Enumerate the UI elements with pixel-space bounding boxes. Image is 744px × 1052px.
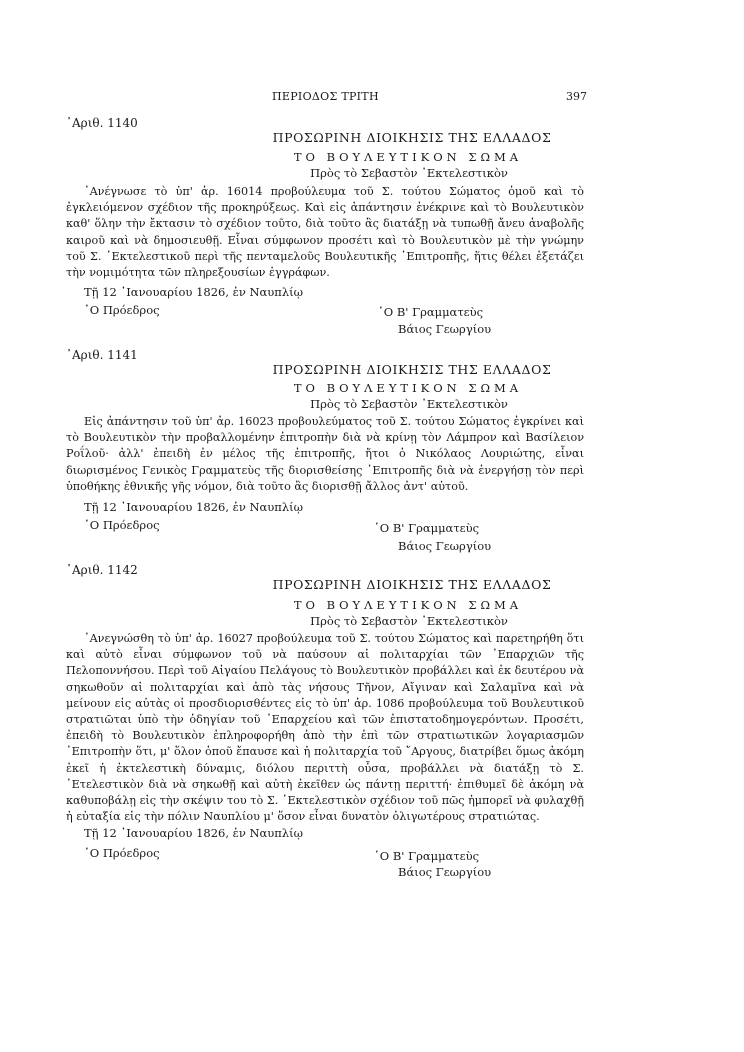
body-title: ΤΟ ΒΟΥΛΕΥΤΙΚΟΝ ΣΩΜΑ [293,381,523,395]
addressee: Πρὸς τὸ Σεβαστὸν ᾿Εκτελεστικὸν [310,397,508,411]
president-signature: ῾Ο Πρόεδρος [84,518,160,532]
body-title: ΤΟ ΒΟΥΛΕΥΤΙΚΟΝ ΣΩΜΑ [293,150,523,164]
issuing-authority: ΠΡΟΣΩΡΙΝΗ ΔΙΟΙΚΗΣΙΣ ΤΗΣ ΕΛΛΑΔΟΣ [272,130,552,145]
date-line: Τῇ 12 ᾿Ιανουαρίου 1826, ἐν Ναυπλίῳ [84,826,304,840]
president-signature: ῾Ο Πρόεδρος [84,303,160,317]
decree-number: ᾿Αριθ. 1142 [66,563,138,577]
decree-text: Εἰς ἀπάντησιν τοῦ ὑπ' ἀρ. 16023 προβουλεύματος τοῦ Σ. τούτου Σώματος ἐγκρίνει καὶ τὸ Βουλευτικὸν τὴν προβαλλομένην ἐπιτροπὴν διὰ νὰ κρίνῃ τὸν Λάμπρον καὶ Βασίλειον Ροΐλοῦ· ἀλλ' ἐπειδὴ ἐν μέλος τῆς ἐπιτροπῆς, ἤτοι ὁ Νικόλαος Λουριώτης, εἶναι διωρισμένος Γενικὸς Γραμματεὺς τῆς διορισθείσης ᾿Επιτροπῆς διὰ νὰ ἐνεργήσῃ τὸν περὶ ὑποθήκης ἐθνικῆς γῆς νόμον, διὰ τοῦτο ἂς διορισθῇ ἄλλος ἀντ' αὐτοῦ. [66,415,584,493]
secretary-title: ῾Ο Β' Γραμματεὺς [378,305,484,319]
page-header [0,90,744,108]
secretary-title: ῾Ο Β' Γραμματεὺς [374,521,480,535]
secretary-name: Βάιος Γεωργίου [398,865,492,879]
body-title: ΤΟ ΒΟΥΛΕΥΤΙΚΟΝ ΣΩΜΑ [293,598,523,612]
secretary-name: Βάιος Γεωργίου [398,322,492,336]
secretary-name: Βάιος Γεωργίου [398,539,492,553]
issuing-authority: ΠΡΟΣΩΡΙΝΗ ΔΙΟΙΚΗΣΙΣ ΤΗΣ ΕΛΛΑΔΟΣ [272,362,552,377]
date-line: Τῇ 12 ᾿Ιανουαρίου 1826, ἐν Ναυπλίῳ [84,285,304,299]
decree-text: ᾿Ανέγνωσε τὸ ὑπ' ἀρ. 16014 προβούλευμα τοῦ Σ. τούτου Σώματος ὁμοῦ καὶ τὸ ἐγκλειόμενον σχέδιον τῆς προκηρύξεως. Καὶ εἰς ἀπάντησιν ἐνέκρινε καὶ τὸ Βουλευτικὸν καθ' ὅλην τὴν ἔκτασιν τὸ σχέδιον τοῦτο, διὰ τοῦτο ἂς διατάξῃ νὰ τυπωθῇ ἄνευ ἀναβολῆς καιροῦ καὶ νὰ δημοσιευθῇ. Εἶναι σύμφωνον προσέτι καὶ τὸ Βουλευτικὸν μὲ τὴν γνώμην τοῦ Σ. ᾿Εκτελεστικοῦ περὶ τῆς πενταμελοῦς Βουλευτικῆς ᾿Επιτροπῆς, ἥτις θέλει ἐξετάζει τὴν νομιμότητα τῶν πληρεξουσίων ἐγγράφων. [66,185,584,280]
page-number: 397 [566,90,587,103]
addressee: Πρὸς τὸ Σεβαστὸν ᾿Εκτελεστικὸν [310,166,508,180]
issuing-authority: ΠΡΟΣΩΡΙΝΗ ΔΙΟΙΚΗΣΙΣ ΤΗΣ ΕΛΛΑΔΟΣ [272,577,552,592]
date-line: Τῇ 12 ᾿Ιανουαρίου 1826, ἐν Ναυπλίῳ [84,500,304,514]
addressee: Πρὸς τὸ Σεβαστὸν ᾿Εκτελεστικὸν [310,614,508,628]
president-signature: ῾Ο Πρόεδρος [84,846,160,860]
decree-number: ᾿Αριθ. 1141 [66,348,138,362]
secretary-title: ῾Ο Β' Γραμματεὺς [374,849,480,863]
decree-number: ᾿Αριθ. 1140 [66,116,138,130]
decree-text: ᾿Ανεγνώσθη τὸ ὑπ' ἀρ. 16027 προβούλευμα τοῦ Σ. τούτου Σώματος καὶ παρετηρήθη ὅτι καὶ αὐτὸ εἶναι σύμφωνον τοῦ νὰ παύσουν αἱ πολιταρχίαι τῶν ᾿Επαρχιῶν τῆς Πελοποννήσου. Περὶ τοῦ Αἰγαίου Πελάγους τὸ Βουλευτικὸν προβάλλει καὶ ἐκ δευτέρου νὰ σηκωθοῦν αἱ πολιταρχίαι καὶ ἀπὸ τὰς νήσους Τῆνον, Αἴγιναν καὶ Σαλαμῖνα καὶ νὰ μείνουν εἰς αὐτὰς οἱ προσδιορισθέντες εἰς τὸ ὑπ' ἀρ. 1086 προβούλευμα τοῦ Βουλευτικοῦ στρατιῶται ὑπὸ τὴν ὁδηγίαν τοῦ ᾿Επαρχείου καὶ τῶν ἐπιστατοδημογερόντων. Προσέτι, ἐπειδὴ τὸ Βουλευτικὸν ἐπληροφορήθη ἀπὸ τὴν ἐπὶ τῶν στρατιωτικῶν λογαριασμῶν ᾿Επιτροπὴν ὅτι, μ' ὅλον ὁποῦ ἔπαυσε καὶ ἡ πολιταρχία τοῦ ῎Αργους, διατρίβει ὅμως ἀκόμη ἐκεῖ ἡ ἐκτελεστικὴ δύναμις, διόλου περιττὴ οὖσα, προβάλλει νὰ διατάξῃ τὸ Σ. ᾿Ετελεστικὸν διὰ νὰ σηκωθῇ καὶ αὐτὴ ἐκεῖθεν ὡς πάντῃ περιττή· ἐπιθυμεῖ δὲ ἀκόμη νὰ καθυποβάλῃ εἰς τὴν σκέψιν του τὸ Σ. ᾿Εκτελεστικὸν σχέδιον τοῦ πῶς ἠμπορεῖ νὰ φυλαχθῇ ἡ εὐταξία εἰς τὴν πόλιν Ναυπλίου μ' ὅσον εἶναι δυνατὸν ὀλιγωτέρους στρατιώτας. [66,632,584,824]
running-head: ΠΕΡΙΟΔΟΣ ΤΡΙΤΗ [272,90,379,103]
